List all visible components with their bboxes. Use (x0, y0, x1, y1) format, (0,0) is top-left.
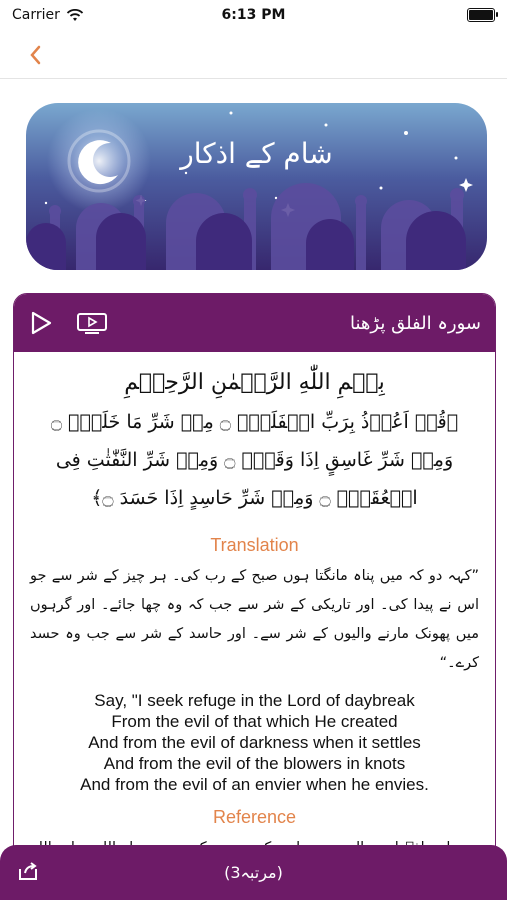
english-line: And from the evil of darkness when it settles (88, 733, 421, 752)
wifi-icon (66, 9, 84, 22)
carrier-label: Carrier (12, 7, 60, 23)
english-line: Say, "I seek refuge in the Lord of daybreak (94, 691, 415, 710)
chevron-left-icon[interactable] (28, 44, 42, 66)
share-icon[interactable] (16, 859, 40, 883)
repeat-count: (3مرتبہ) (224, 863, 283, 882)
navigation-bar (0, 30, 507, 79)
english-line: And from the evil of an envier when he envies. (80, 775, 429, 794)
english-line: And from the evil of the blowers in knots (103, 754, 406, 773)
reference-heading: Reference (212, 807, 297, 827)
surah-arabic-text: ﴿قُلۡ اَعُوۡذُ بِرَبِّ الۡفَلَقِۙ ۝ مِنۡ شَرِّ مَا خَلَقَۙ ۝ وَمِنۡ شَرِّ غَاسِقٍ اِذَا وَقَبَۙ ۝ وَمِنۡ شَرِّ النَّفّٰثٰتِ فِى الۡعُقَدِۙ ۝ وَمِنۡ شَرِّ حَاسِدٍ اِذَا حَسَدَ ۝﴾ (50, 411, 459, 509)
urdu-translation: ”کہہ دو کہ میں پناہ مانگتا ہوں صبح کے رب کی۔ ہر چیز کے شر سے جو اس نے پیدا کی۔ اور تاریکی کے شر سے جب کہ وہ چھا جائے۔ اور گرہوں میں پھونک مارنے والیوں کے شر سے۔ اور حاسد کے شر سے جب وہ حسد کرے۔“ (30, 568, 479, 671)
surah-card (13, 293, 496, 865)
status-bar (0, 0, 507, 30)
bismillah-text: بِسۡمِ اللّٰهِ الرَّحۡمٰنِ الرَّحِيۡمِ (124, 370, 385, 395)
english-translation (30, 690, 479, 795)
bottom-bar (0, 845, 507, 900)
card-header (14, 294, 495, 352)
video-icon[interactable] (76, 311, 108, 335)
mosque-night-illustration (26, 103, 487, 270)
card-title: سورہ الفلق پڑھنا (350, 312, 481, 334)
play-icon[interactable] (28, 310, 54, 336)
battery-icon (467, 8, 495, 22)
english-line: From the evil of that which He created (111, 712, 398, 731)
status-time: 6:13 PM (221, 7, 286, 23)
banner-title: شام کے اذکار (180, 137, 333, 170)
translation-heading: Translation (210, 535, 299, 555)
evening-adhkar-banner (26, 103, 487, 270)
